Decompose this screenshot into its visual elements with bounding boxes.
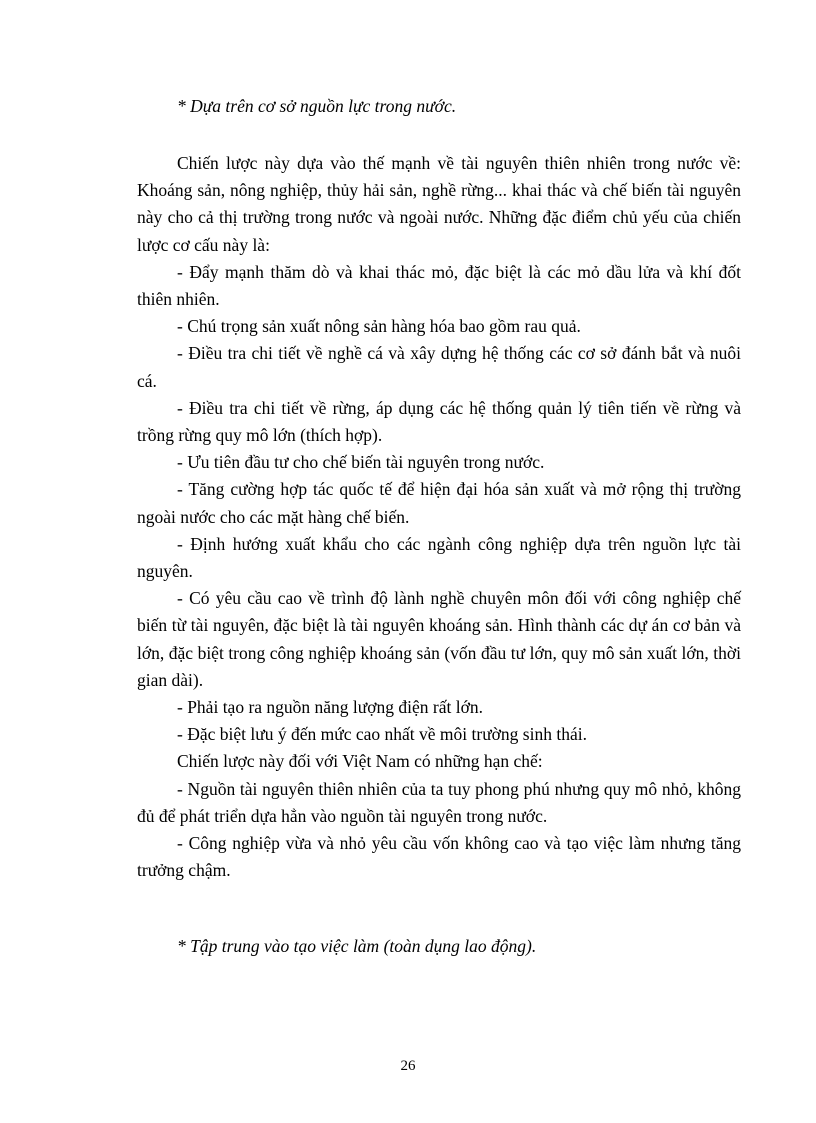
bullet-paragraph: - Đẩy mạnh thăm dò và khai thác mỏ, đặc biệt là các mỏ dầu lửa và khí đốt thiên nhiên.: [137, 261, 741, 310]
bullet-paragraph: - Điều tra chi tiết về rừng, áp dụng các hệ thống quản lý tiên tiến về rừng và trồng rừng quy mô lớn (thích hợp).: [137, 397, 741, 446]
bullet-paragraph: - Công nghiệp vừa và nhỏ yêu cầu vốn không cao và tạo việc làm nhưng tăng trưởng chậm.: [137, 833, 741, 881]
bullet-paragraph: - Nguồn tài nguyên thiên nhiên của ta tuy phong phú nhưng quy mô nhỏ, không đủ để phát triển dựa hẳn vào nguồn tài nguyên trong nước.: [137, 778, 741, 826]
bullet-paragraph: - Điều tra chi tiết về nghề cá và xây dựng hệ thống các cơ sở đánh bắt và nuôi cá.: [137, 343, 741, 391]
section-heading: * Dựa trên cơ sở nguồn lực trong nước.: [177, 96, 457, 116]
bullet-paragraph: - Ưu tiên đầu tư cho chế biến tài nguyên trong nước.: [177, 452, 545, 473]
bullet-paragraph: - Định hướng xuất khẩu cho các ngành công nghiệp dựa trên nguồn lực tài nguyên.: [137, 533, 741, 582]
section-heading: * Tập trung vào tạo việc làm (toàn dụng lao động).: [177, 936, 537, 956]
bullet-paragraph: - Đặc biệt lưu ý đến mức cao nhất về môi trường sinh thái.: [177, 724, 587, 745]
bullet-paragraph: - Có yêu cầu cao về trình độ lành nghề chuyên môn đối với công nghiệp chế biến từ tài nguyên, đặc biệt là tài nguyên khoáng sản. Hình thành các dự án cơ bản và lớn, đặc biệt trong công nghiệp khoáng sản (vốn đầu tư lớn, quy mô sản xuất lớn, thời gian dài).: [137, 588, 741, 690]
paragraph: Chiến lược này dựa vào thế mạnh về tài nguyên thiên nhiên trong nước về: Khoáng sản, nông nghiệp, thủy hải sản, nghề rừng... khai thác và chế biến tài nguyên này cho cả thị trường trong nước và ngoài nước. Những đặc điểm chủ yếu của chiến lược cơ cấu này là:: [137, 153, 741, 255]
paragraph: Chiến lược này đối với Việt Nam có những hạn chế:: [177, 751, 543, 772]
bullet-paragraph: - Tăng cường hợp tác quốc tế để hiện đại hóa sản xuất và mở rộng thị trường ngoài nước cho các mặt hàng chế biến.: [137, 479, 741, 527]
page-number: 26: [400, 1058, 416, 1074]
bullet-paragraph: - Phải tạo ra nguồn năng lượng điện rất lớn.: [177, 697, 483, 718]
bullet-paragraph: - Chú trọng sản xuất nông sản hàng hóa bao gồm rau quả.: [177, 316, 581, 337]
body-text: [137, 150, 741, 884]
